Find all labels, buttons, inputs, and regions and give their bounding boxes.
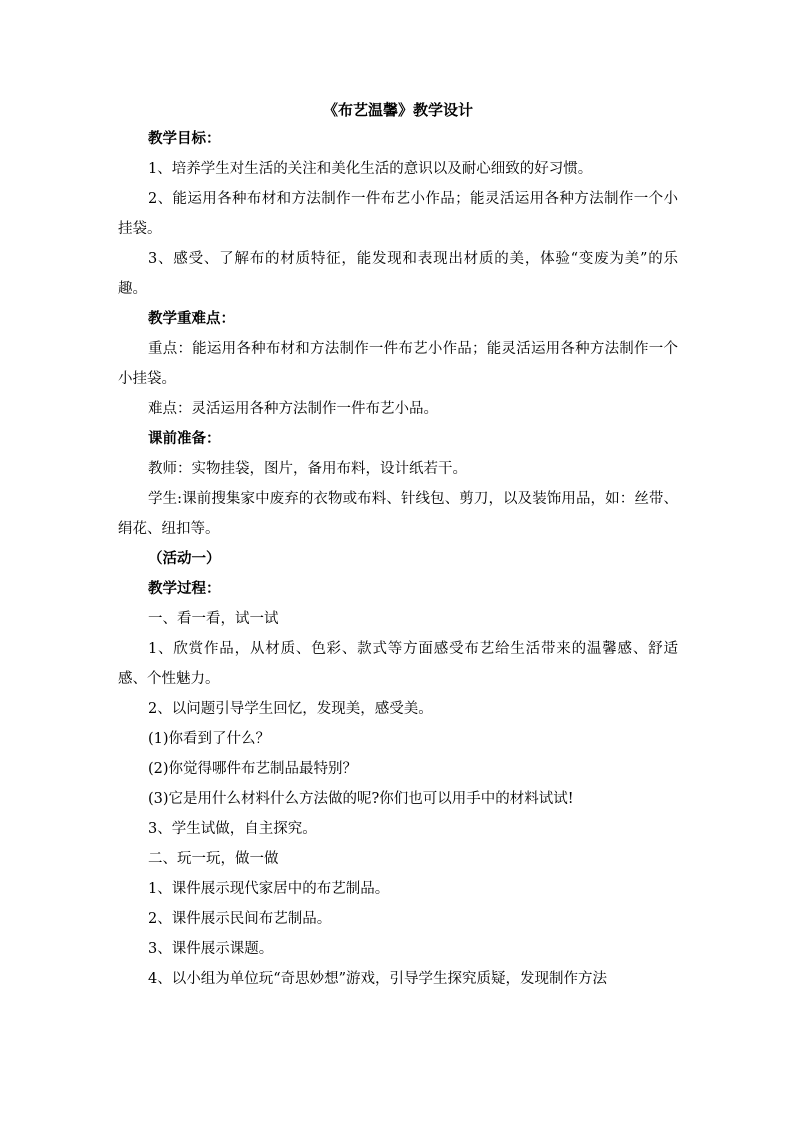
process-heading: 教学过程： [148, 580, 221, 597]
objective-item: 3、感受、了解布的材质特征，能发现和表现出材质的美，体验“变废为美”的乐趣。 [118, 251, 678, 297]
objective-item: 1、培养学生对生活的关注和美化生活的意识以及耐心细致的好习惯。 [148, 161, 593, 177]
preparation-item: 教师：实物挂袋，图片，备用布料，设计纸若干。 [148, 461, 467, 477]
document-title: 《布艺温馨》教学设计 [322, 101, 473, 119]
process-item: (3)它是用什么材料什么方法做的呢?你们也可以用手中的材料试试! [148, 791, 574, 807]
key-point-item: 难点：灵活运用各种方法制作一件布艺小品。 [148, 401, 438, 417]
preparation-heading: 课前准备： [148, 430, 221, 447]
key-points-heading: 教学重难点： [148, 310, 235, 327]
process-item: 一、看一看，试一试 [148, 611, 279, 627]
document-body [118, 96, 678, 994]
objective-item: 2、能运用各种布材和方法制作一件布艺小作品；能灵活运用各种方法制作一个小挂袋。 [118, 191, 678, 237]
activity-heading: （活动一） [148, 550, 221, 567]
process-item: 4、以小组为单位玩“奇思妙想”游戏，引导学生探究质疑，发现制作方法 [148, 971, 608, 987]
preparation-item: 学生:课前搜集家中废弃的衣物或布料、针线包、剪刀，以及装饰用品，如：丝带、绢花、纽扣等。 [118, 491, 678, 537]
objectives-heading: 教学目标： [148, 130, 221, 147]
process-item: 3、课件展示课题。 [148, 941, 274, 957]
process-item: 2、课件展示民间布艺制品。 [148, 911, 332, 927]
process-item: 1、欣赏作品，从材质、色彩、款式等方面感受布艺给生活带来的温馨感、舒适感、个性魅力。 [118, 641, 678, 687]
process-item: (1)你看到了什么？ [148, 731, 271, 747]
process-item: 2、以问题引导学生回忆，发现美，感受美。 [148, 701, 433, 717]
process-item: 二、玩一玩，做一做 [148, 851, 279, 867]
key-point-item: 重点：能运用各种布材和方法制作一件布艺小作品；能灵活运用各种方法制作一个小挂袋。 [118, 341, 678, 387]
process-item: (2)你觉得哪件布艺制品最特别？ [148, 761, 358, 777]
process-item: 3、学生试做，自主探究。 [148, 821, 317, 837]
process-item: 1、课件展示现代家居中的布艺制品。 [148, 881, 390, 897]
